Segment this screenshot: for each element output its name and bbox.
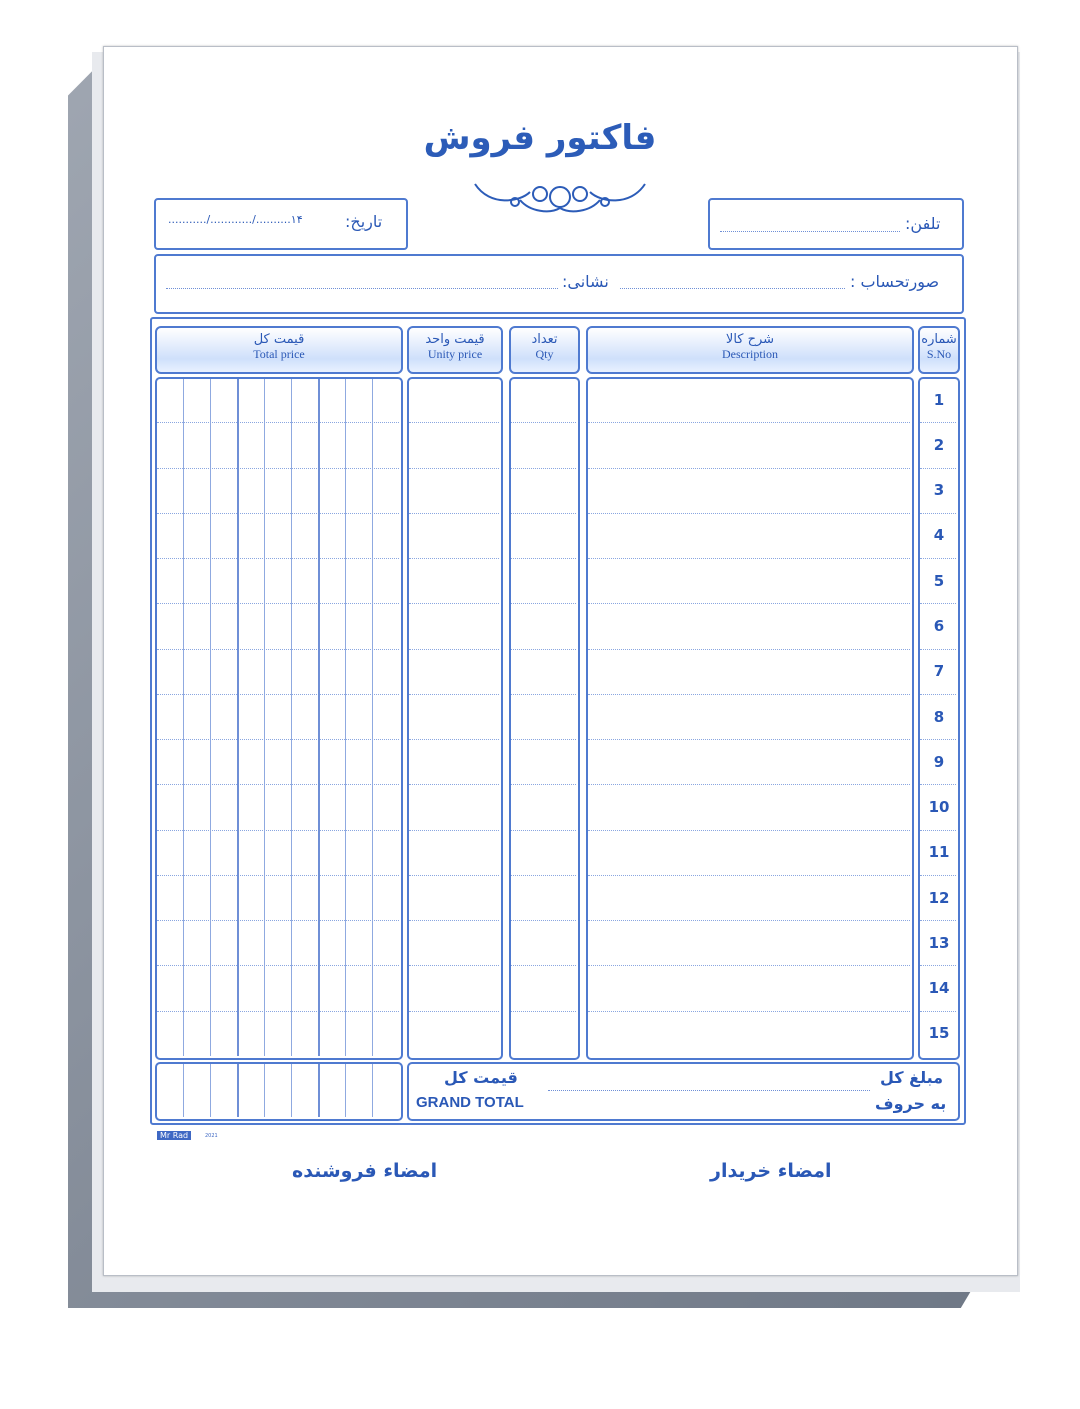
row-number: 5 [933,571,945,590]
table-row-divider [511,784,576,785]
table-row-divider [511,649,576,650]
table-row-divider [157,649,399,650]
grand-total-digit-line [237,1064,239,1117]
table-row-divider [157,965,399,966]
digit-column-line [291,379,292,1056]
header-qty [509,326,580,374]
table-row-divider [511,965,576,966]
table-row-divider [409,1011,499,1012]
table-row-divider [920,603,956,604]
table-row-divider [157,558,399,559]
table-row-divider [920,694,956,695]
brand-year: 2021 [205,1133,218,1139]
table-row-divider [920,875,956,876]
address-field[interactable] [166,288,558,289]
amount-in-words-label-1: مبلغ کل [880,1068,944,1087]
table-row-divider [511,875,576,876]
table-row-divider [511,513,576,514]
grand-total-digit-line [183,1064,184,1117]
table-row-divider [588,468,910,469]
table-row-divider [920,513,956,514]
table-row-divider [157,694,399,695]
table-row-divider [920,965,956,966]
grand-total-digit-line [318,1064,320,1117]
header-qty-fa: تعداد [531,332,558,347]
row-number: 8 [933,707,945,726]
row-number: 13 [928,933,950,952]
digit-column-line [183,379,184,1056]
header-total-price [155,326,403,374]
phone-field[interactable] [720,231,900,232]
header-sno-fa: شماره [921,332,957,347]
table-row-divider [588,784,910,785]
amount-in-words-field[interactable] [548,1090,870,1091]
header-description-en: Description [722,347,778,361]
table-row-divider [511,830,576,831]
header-unit-price-en: Unity price [427,347,483,361]
table-row-divider [157,784,399,785]
table-row-divider [157,422,399,423]
table-row-divider [511,920,576,921]
table-row-divider [920,830,956,831]
header-sno-en: S.No [926,347,952,361]
table-row-divider [588,739,910,740]
row-number: 3 [933,481,945,500]
table-row-divider [588,649,910,650]
grand-total-fa: قیمت کل [444,1068,518,1087]
table-row-divider [157,739,399,740]
column-total-price [155,377,403,1060]
header-unit-price-fa: قیمت واحد [425,332,485,347]
table-row-divider [157,875,399,876]
table-row-divider [588,830,910,831]
date-slashes[interactable]: .........../............/..........۱۴ [168,213,303,226]
header-description [586,326,914,374]
table-row-divider [157,1011,399,1012]
table-row-divider [157,920,399,921]
table-row-divider [920,920,956,921]
row-number: 9 [933,752,945,771]
digit-column-line [237,379,239,1056]
header-qty-en: Qty [535,347,554,361]
account-field[interactable] [620,288,845,289]
grand-total-digit-line [264,1064,265,1117]
table-row-divider [157,468,399,469]
grand-total-digit-line [372,1064,373,1117]
header-sno [918,326,960,374]
row-number: 7 [933,662,945,681]
row-number: 12 [928,888,950,907]
table-row-divider [588,694,910,695]
grand-total-en: GRAND TOTAL [416,1094,524,1111]
table-row-divider [511,468,576,469]
brand-logo: Mr Rad [157,1131,191,1140]
row-number: 1 [933,390,945,409]
table-row-divider [920,1011,956,1012]
table-row-divider [588,422,910,423]
row-number: 14 [928,979,950,998]
amount-in-words-label-2: به حروف [875,1094,947,1113]
digit-column-line [318,379,320,1056]
account-label: صورتحساب : [850,272,940,291]
table-row-divider [409,830,499,831]
digit-column-line [210,379,211,1056]
table-row-divider [409,603,499,604]
table-row-divider [409,468,499,469]
address-label: نشانی: [562,272,609,291]
table-row-divider [157,513,399,514]
table-row-divider [511,558,576,559]
column-description [586,377,914,1060]
table-row-divider [409,694,499,695]
digit-column-line [345,379,346,1056]
table-row-divider [409,784,499,785]
invoice-title: فاکتور فروش [423,118,657,158]
header-total-price-en: Total price [253,347,305,361]
ornament-icon [470,172,650,222]
table-row-divider [511,739,576,740]
table-row-divider [588,558,910,559]
row-number: 10 [928,798,950,817]
row-number: 6 [933,616,945,635]
table-row-divider [409,649,499,650]
table-row-divider [409,558,499,559]
table-row-divider [157,830,399,831]
account-box [154,254,964,314]
table-row-divider [409,965,499,966]
table-row-divider [920,649,956,650]
phone-label: تلفن: [905,214,941,233]
table-row-divider [588,513,910,514]
table-row-divider [588,920,910,921]
row-number: 2 [933,435,945,454]
grand-total-digit-line [345,1064,346,1117]
row-number: 15 [928,1024,950,1043]
table-row-divider [920,784,956,785]
table-row-divider [920,468,956,469]
header-total-price-fa: قیمت کل [253,332,305,347]
table-row-divider [409,739,499,740]
row-number: 11 [928,843,950,862]
date-label: تاریخ: [345,212,383,231]
table-row-divider [511,422,576,423]
table-row-divider [920,558,956,559]
table-row-divider [157,603,399,604]
column-qty [509,377,580,1060]
table-row-divider [920,422,956,423]
table-row-divider [409,920,499,921]
table-row-divider [511,603,576,604]
seller-signature-label: امضاء فروشنده [292,1160,438,1182]
grand-total-amount-box[interactable] [155,1062,403,1121]
grand-total-digit-line [291,1064,292,1117]
table-row-divider [588,875,910,876]
buyer-signature-label: امضاء خریدار [710,1160,832,1182]
table-row-divider [511,694,576,695]
column-unit-price [407,377,503,1060]
table-row-divider [409,513,499,514]
table-row-divider [588,1011,910,1012]
grand-total-digit-line [210,1064,211,1117]
header-description-fa: شرح کالا [725,332,775,347]
table-row-divider [409,875,499,876]
table-row-divider [511,1011,576,1012]
row-number: 4 [933,526,945,545]
table-row-divider [920,739,956,740]
digit-column-line [264,379,265,1056]
table-row-divider [588,965,910,966]
digit-column-line [372,379,373,1056]
table-row-divider [409,422,499,423]
table-row-divider [588,603,910,604]
header-unit-price [407,326,503,374]
